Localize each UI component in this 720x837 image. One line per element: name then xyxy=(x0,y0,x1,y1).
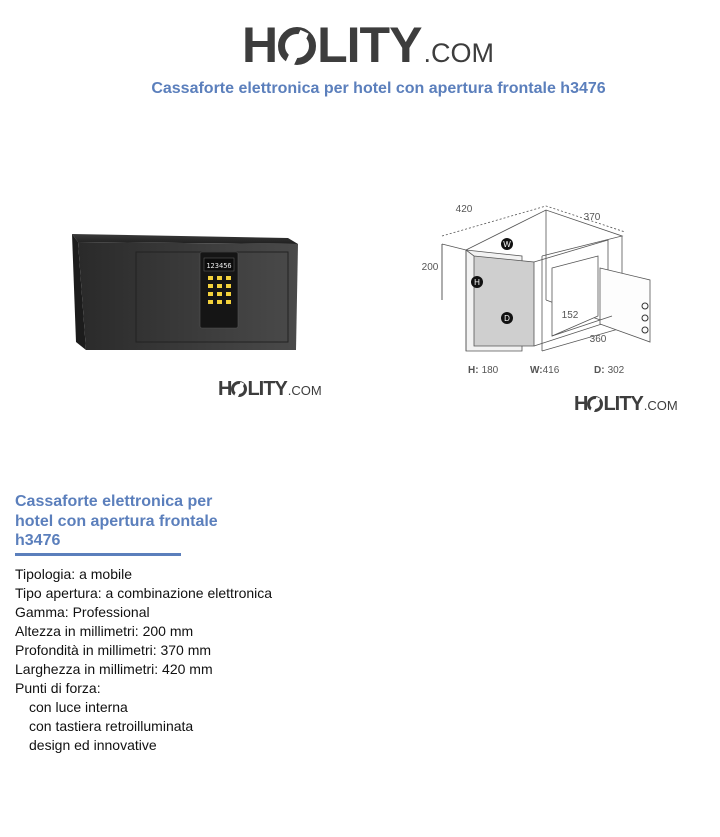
dim-height: 200 xyxy=(421,262,439,273)
logo-letter-h: H xyxy=(242,17,278,73)
logo-word: LITY xyxy=(317,17,422,73)
dim-inner-depth: 360 xyxy=(589,334,607,345)
keypad-display: 123456 xyxy=(206,262,232,270)
spec-list xyxy=(15,565,272,755)
interior-h-value: 180 xyxy=(481,365,499,376)
logo-ring-icon xyxy=(231,381,247,397)
dimension-diagram xyxy=(412,196,712,386)
diagram-label-d: D xyxy=(504,314,510,323)
logo-ring-icon xyxy=(278,27,316,65)
strength-item: design ed innovative xyxy=(29,737,157,753)
brand-logo-small xyxy=(574,394,678,414)
logo-letter-h: H xyxy=(574,393,588,415)
diagram-label-h: H xyxy=(474,278,480,287)
strength-item: con tastiera retroilluminata xyxy=(29,718,194,734)
interior-w-label: W: xyxy=(530,365,543,376)
spec-type: Tipologia: a mobile xyxy=(15,566,132,582)
logo-word: LITY xyxy=(603,393,643,415)
dim-width: 420 xyxy=(455,204,473,215)
spec-height: Altezza in millimetri: 200 mm xyxy=(15,623,194,639)
spec-depth: Profondità in millimetri: 370 mm xyxy=(15,642,212,658)
dim-depth: 370 xyxy=(583,212,601,223)
interior-d-value: 302 xyxy=(607,365,625,376)
interior-d-label: D: xyxy=(594,365,605,376)
logo-ring-icon xyxy=(587,396,603,412)
brand-logo xyxy=(242,12,494,73)
product-heading: Cassaforte elettronica per hotel con apertura frontale h3476 xyxy=(15,493,218,549)
svg-text:H:180 xyxy=(468,365,499,376)
heading-divider xyxy=(15,553,181,556)
logo-domain: .COM xyxy=(287,383,322,398)
logo-domain: .COM xyxy=(643,398,678,413)
strength-item: con luce interna xyxy=(29,699,128,715)
spec-width: Larghezza in millimetri: 420 mm xyxy=(15,661,213,677)
page-title: Cassaforte elettronica per hotel con apertura frontale h3476 xyxy=(151,80,606,97)
spec-opening: Tipo apertura: a combinazione elettronica xyxy=(15,585,273,601)
svg-text:W:416 xyxy=(530,365,560,376)
dim-inner-height: 152 xyxy=(561,310,579,321)
logo-word: LITY xyxy=(247,378,287,400)
interior-w-value: 416 xyxy=(542,365,560,376)
spec-strengths-label: Punti di forza: xyxy=(15,680,101,696)
interior-h-label: H: xyxy=(468,365,479,376)
diagram-label-w: W xyxy=(503,240,511,249)
safe-product-image xyxy=(62,222,302,357)
brand-logo-small xyxy=(218,379,322,399)
spec-range: Gamma: Professional xyxy=(15,604,150,620)
logo-domain: .COM xyxy=(423,38,494,68)
logo-letter-h: H xyxy=(218,378,232,400)
svg-text:D:302 xyxy=(594,365,625,376)
